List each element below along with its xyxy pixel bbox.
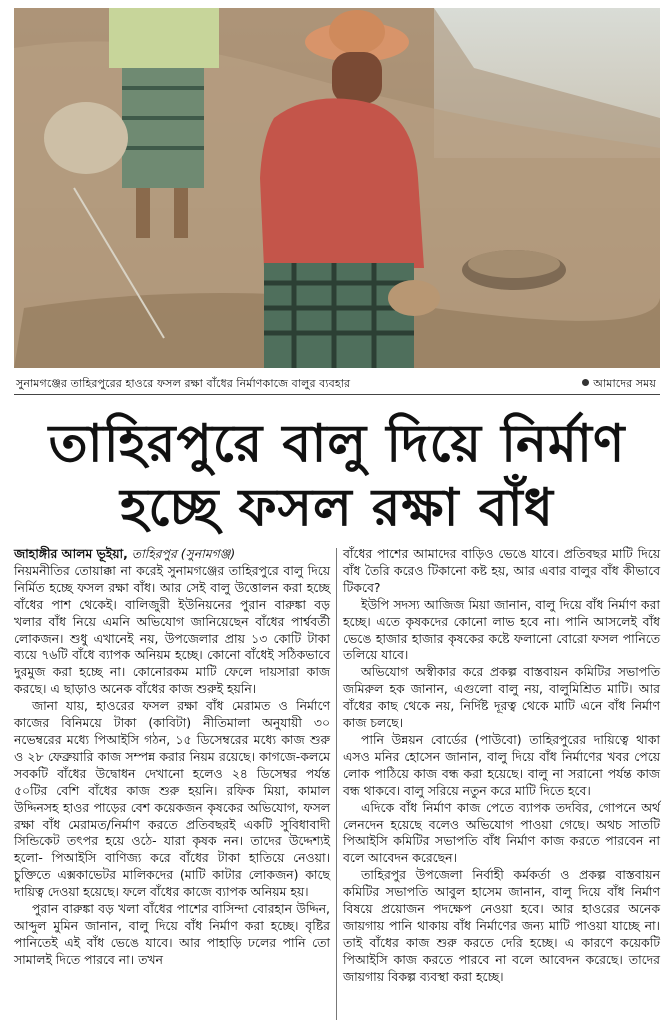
article-paragraph: পুরান বারুঙ্কা বড় খলা বাঁধের পাশের বাসিন্দা বোরহান উদ্দিন, আব্দুল মুমিন জানান, বালু দিয়ে বাঁধ নির্মাণ করা হচ্ছে। বৃষ্টির পানিতেই এই বাঁধ ভেঙে যাবে। আর পাহাড়ি ঢলের পানি তো সামালই দিতে পারবে না। তখন	[14, 901, 330, 967]
headline	[14, 412, 660, 540]
photo-caption-bar	[14, 374, 660, 395]
news-photo	[14, 8, 660, 368]
headline-line-1: তাহিরপুরে বালু দিয়ে নির্মাণ	[48, 413, 626, 474]
article-paragraph: ইউপি সদস্য আজিজ মিয়া জানান, বালু দিয়ে বাঁধ নির্মাণ করা হচ্ছে। এতে কৃষকদের কোনো লাভ হবে না। পানি আসলেই বাঁধ ভেঙে হাজার হাজার কৃষকের কষ্টে ফলানো বোরো ফসল পানিতে তলিয়ে যাবে।	[343, 596, 660, 663]
article-paragraph: অভিযোগ অস্বীকার করে প্রকল্প বাস্তবায়ন কমিটির সভাপতি জমিরুল হক জানান, এগুলো বালু নয়, বালুমিশ্রিত মাটি। আর বাঁধের কাছ থেকে নয়, নির্দিষ্ট দূরত্ব থেকে মাটি এনে বাঁধ নির্মাণ কাজ চলছে।	[343, 664, 660, 731]
photo-credit-label: আমাদের সময়	[593, 377, 656, 390]
byline-place: তাহিরপুর (সুনামগঞ্জ)	[131, 546, 236, 561]
byline-name: জাহাঙ্গীর আলম ভূইয়া,	[14, 546, 128, 561]
article-paragraph: এদিকে বাঁধ নির্মাণ কাজ পেতে ব্যাপক তদবির, গোপনে অর্থ লেনদেন হয়েছে বলেও অভিযোগ পাওয়া গেছে। অথচ সাতটি পিআইসি কমিটির সভাপতি বাঁধ নির্মাণ কাজ করতে পারবেন না বলে আবেদন করেছেন।	[343, 799, 660, 866]
byline	[14, 546, 330, 563]
headline-line-2: হচ্ছে ফসল রক্ষা বাঁধ	[120, 477, 554, 538]
article-column-right	[343, 546, 660, 986]
photo-credit	[582, 377, 656, 391]
article-paragraph: জানা যায়, হাওরের ফসল রক্ষা বাঁধ মেরামত ও নির্মাণে কাজের বিনিময়ে টাকা (কাবিটা) নীতিমালা অনুযায়ী ৩০ নভেম্বরের মধ্যে পিআইসি গঠন, ১৫ ডিসেম্বরের মধ্যে কাজ শুরু ও ২৮ ফেব্রুয়ারি কাজ সম্পন্ন করার নিয়ম রয়েছে। কাগজে-কলমে সবকটি বাঁধের উদ্বোধন দেখানো হলেও ২৪ ডিসেম্বর পর্যন্ত ৫০টির বেশি বাঁধের কাজ শুরু হয়নি। রফিক মিয়া, কামাল উদ্দিনসহ হাওর পাড়ের বেশ কয়েকজন কৃষকের অভিযোগ, ফসল রক্ষা বাঁধ মেরামত/নির্মাণ করতে প্রতিবছরই একটি সুবিধাবাদী সিন্ডিকেট তৎপর হয়ে ওঠে- যারা কৃষক নন। তাদের উদ্দেশ্যই হলো- পিআইসি বাণিজ্য করে বাঁধের টাকা হাতিয়ে নেওয়া। চুক্তিতে এক্সকাভেটর মালিকদের (মাটি কাটার লোকজন) কাছে দায়িত্ব দেওয়া হয়েছে। ফলে বাঁধের কাজে ব্যাপক অনিয়ম হয়।	[14, 698, 330, 900]
article-column-left	[14, 546, 330, 969]
embankment-photo-illustration	[14, 8, 660, 368]
article-paragraph: নিয়মনীতির তোয়াক্কা না করেই সুনামগঞ্জের তাহিরপুরে বালু দিয়ে নির্মিত হচ্ছে ফসল রক্ষা বাঁধ। আর সেই বালু উত্তোলন করা হচ্ছে বাঁধের পাশ থেকেই। বালিজুরী ইউনিয়নের পুরান বারুঙ্কা বড় খলার বাঁধ নিয়ে এমনি অভিযোগ জানিয়েছেন বাঁধের পার্শ্ববর্তী লোকজন। শুধু এখানেই নয়, উপজেলার প্রায় ১৩ কোটি টাকা ব্যয়ে ৭৬টি বাঁধে ব্যাপক অনিয়ম হচ্ছে। কোনো বাঁধেই সঠিকভাবে দুরমুজ করা হচ্ছে না। কোনোরকম মাটি ফেলে দায়সারা কাজ করছে। এ ছাড়াও অনেক বাঁধের কাজ শুরুই হয়নি।	[14, 562, 330, 697]
sand-sack	[44, 102, 128, 174]
article-paragraph: পানি উন্নয়ন বোর্ডের (পাউবো) তাহিরপুরের দায়িত্বে থাকা এসও মনির হোসেন জানান, বালু দিয়ে বাঁধ নির্মাণের খবর পেয়ে লোক পাঠিয়ে কাজ বন্ধ করা হয়েছে। বালু না সরানো পর্যন্ত কাজ বন্ধ থাকবে। বালু সরিয়ে নতুন করে মাটি দিতে হবে।	[343, 731, 660, 798]
photo-caption: সুনামগঞ্জের তাহিরপুরের হাওরে ফসল রক্ষা বাঁধের নির্মাণকাজে বালুর ব্যবহার	[16, 377, 351, 390]
bullet-icon	[582, 379, 589, 386]
basket	[462, 250, 566, 290]
column-divider	[336, 548, 337, 1020]
article-paragraph: তাহিরপুর উপজেলা নির্বাহী কর্মকর্তা ও প্রকল্প বাস্তবায়ন কমিটির সভাপতি আবুল হাসেম জানান, বালু দিয়ে বাঁধ নির্মাণ বিষয়ে প্রয়োজন পদক্ষেপ নেওয়া হবে। আর হাওরের অনেক জায়গায় পানি থাকায় বাঁধ নির্মাণের জন্য মাটি পাওয়া যাচ্ছে না। তাই বাঁধের কাজ শুরু করতে দেরি হচ্ছে। এ কারণে কয়েকটি পিআইসি কাজ করতে পারবে না বলে আবেদন করেছে। তাদের জায়গায় বিকল্প ব্যবস্থা করা হচ্ছে।	[343, 867, 660, 984]
article-paragraph: বাঁধের পাশের আমাদের বাড়িও ভেঙে যাবে। প্রতিবছর মাটি দিয়ে বাঁধ তৈরি করেও টিকানো কষ্ট হয়, আর এবার বালুর বাঁধ কীভাবে টিকবে?	[343, 546, 660, 595]
